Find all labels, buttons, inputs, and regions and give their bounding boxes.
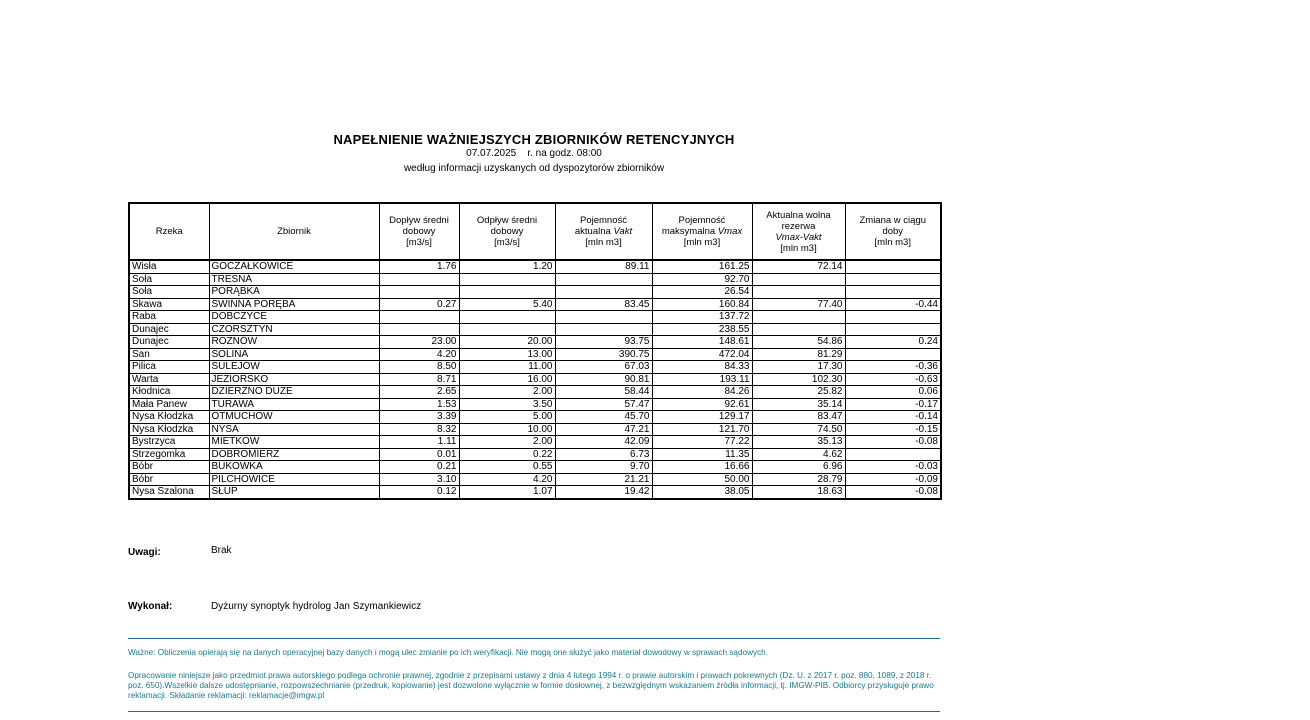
cell-vmax: 148.61 — [652, 336, 752, 349]
cell-zmiana: 0.24 — [845, 336, 941, 349]
copyright-note: Opracowanie niniejsze jako przedmiot prawa autorskiego podlega ochronie prawnej, zgodnie z przepisami ustawy z dnia 4 lutego 1994 r. o prawie autorskim i prawach pokrewnych (Dz. U. z 2017 r. poz. 880, 1089, z 2018 r. poz. 650).Wszelkie dalsze udostępnianie, rozpowszechnianie (przedruk, kopiowanie) jest dozwolone wyłącznie w formie dosłownej, z bezwzględnym wskazaniem źródła informacji, tj. IMGW-PIB. Odbiorcy przysługuje prawo reklamacji. Składanie reklamacji: reklamacje@imgw.pl — [128, 671, 934, 700]
cell-vmax: 161.25 — [652, 260, 752, 273]
cell-odplyw: 0.22 — [459, 448, 555, 461]
cell-odplyw: 2.00 — [459, 386, 555, 399]
table-row — [129, 286, 941, 299]
col-header-doplyw: Dopływ średni dobowy [m3/s] — [379, 203, 459, 260]
cell-odplyw: 20.00 — [459, 336, 555, 349]
cell-zbiornik: TRESNA — [209, 273, 379, 286]
table-row — [129, 323, 941, 336]
cell-odplyw — [459, 323, 555, 336]
cell-rezerwa: 25.82 — [752, 386, 845, 399]
cell-zmiana — [845, 311, 941, 324]
cell-rzeka: Bóbr — [129, 461, 209, 474]
cell-odplyw: 11.00 — [459, 361, 555, 374]
cell-rzeka: Dunajec — [129, 336, 209, 349]
table-row — [129, 386, 941, 399]
cell-odplyw: 16.00 — [459, 373, 555, 386]
wykonal-value: Dyżurny synoptyk hydrolog Jan Szymankiewicz — [211, 601, 422, 612]
table-row — [129, 311, 941, 324]
cell-vakt: 45.70 — [555, 411, 652, 424]
cell-doplyw: 0.27 — [379, 298, 459, 311]
cell-zmiana — [845, 348, 941, 361]
cell-vmax: 38.05 — [652, 486, 752, 499]
cell-vmax: 84.33 — [652, 361, 752, 374]
cell-zbiornik: SŁUP — [209, 486, 379, 499]
wykonal-label: Wykonał: — [128, 601, 173, 612]
cell-rezerwa: 102.30 — [752, 373, 845, 386]
cell-odplyw: 10.00 — [459, 423, 555, 436]
cell-vakt: 42.09 — [555, 436, 652, 449]
cell-zbiornik: CZORSZTYN — [209, 323, 379, 336]
cell-odplyw: 1.20 — [459, 260, 555, 273]
cell-zbiornik: ROŻNÓW — [209, 336, 379, 349]
table-body — [129, 260, 941, 499]
cell-zbiornik: ŚWINNA PORĘBA — [209, 298, 379, 311]
cell-zmiana — [845, 323, 941, 336]
cell-zbiornik: GOCZAŁKOWICE — [209, 260, 379, 273]
disclaimer-note: Ważne: Obliczenia opierają się na danych operacyjnej bazy danych i mogą ulec zmianie po ich weryfikacji. Nie mogą one służyć jako materiał dowodowy w sprawach sądowych. — [128, 648, 768, 657]
cell-rzeka: Dunajec — [129, 323, 209, 336]
col-header-vmax: Pojemność maksymalna Vmax [mln m3] — [652, 203, 752, 260]
cell-vakt: 6.73 — [555, 448, 652, 461]
cell-rezerwa: 4.62 — [752, 448, 845, 461]
cell-zmiana: 0.06 — [845, 386, 941, 399]
cell-zbiornik: SULEJÓW — [209, 361, 379, 374]
cell-vakt: 47.21 — [555, 423, 652, 436]
col-header-odplyw: Odpływ średni dobowy [m3/s] — [459, 203, 555, 260]
cell-zbiornik: DZIERŻNO DUŻE — [209, 386, 379, 399]
cell-vakt: 21.21 — [555, 473, 652, 486]
cell-doplyw: 4.20 — [379, 348, 459, 361]
cell-rezerwa: 77.40 — [752, 298, 845, 311]
cell-rzeka: Nysa Kłodzka — [129, 411, 209, 424]
cell-doplyw: 23.00 — [379, 336, 459, 349]
cell-zbiornik: DOBROMIERZ — [209, 448, 379, 461]
cell-zbiornik: NYSA — [209, 423, 379, 436]
cell-doplyw — [379, 273, 459, 286]
cell-odplyw: 3.50 — [459, 398, 555, 411]
cell-vmax: 92.70 — [652, 273, 752, 286]
table-row — [129, 423, 941, 436]
report-date: 07.07.2025 r. na godz. 08:00 — [466, 148, 602, 159]
cell-rezerwa: 35.14 — [752, 398, 845, 411]
cell-rzeka: Nysa Kłodzka — [129, 423, 209, 436]
cell-zbiornik: OTMUCHÓW — [209, 411, 379, 424]
cell-vmax: 84.26 — [652, 386, 752, 399]
cell-odplyw: 0.55 — [459, 461, 555, 474]
cell-doplyw: 1.11 — [379, 436, 459, 449]
cell-rezerwa: 18.63 — [752, 486, 845, 499]
cell-zmiana: -0.15 — [845, 423, 941, 436]
cell-vmax: 26.54 — [652, 286, 752, 299]
cell-vmax: 16.66 — [652, 461, 752, 474]
col-header-rezerwa: Aktualna wolna rezerwa Vmax-Vakt [mln m3] — [752, 203, 845, 260]
cell-zbiornik: TURAWA — [209, 398, 379, 411]
cell-rezerwa: 6.96 — [752, 461, 845, 474]
cell-zbiornik: BUKÓWKA — [209, 461, 379, 474]
cell-vakt: 390.75 — [555, 348, 652, 361]
cell-doplyw: 3.39 — [379, 411, 459, 424]
cell-doplyw — [379, 323, 459, 336]
cell-rzeka: Warta — [129, 373, 209, 386]
cell-odplyw: 5.40 — [459, 298, 555, 311]
table-row — [129, 461, 941, 474]
cell-zmiana — [845, 260, 941, 273]
col-header-vakt: Pojemność aktualna Vakt [mln m3] — [555, 203, 652, 260]
cell-doplyw: 3.10 — [379, 473, 459, 486]
cell-vmax: 129.17 — [652, 411, 752, 424]
uwagi-label: Uwagi: — [128, 547, 161, 558]
cell-vmax: 472.04 — [652, 348, 752, 361]
cell-odplyw — [459, 273, 555, 286]
cell-rezerwa: 83.47 — [752, 411, 845, 424]
cell-odplyw: 1.07 — [459, 486, 555, 499]
table-row — [129, 298, 941, 311]
cell-rzeka: Wisła — [129, 260, 209, 273]
cell-doplyw: 0.12 — [379, 486, 459, 499]
cell-rzeka: Strzegomka — [129, 448, 209, 461]
report-title: NAPEŁNIENIE WAŻNIEJSZYCH ZBIORNIKÓW RETENCYJNYCH — [333, 132, 735, 147]
table-row — [129, 486, 941, 499]
col-header-rzeka: Rzeka — [129, 203, 209, 260]
table-row — [129, 411, 941, 424]
cell-vakt: 9.70 — [555, 461, 652, 474]
cell-rezerwa: 17.30 — [752, 361, 845, 374]
cell-rezerwa: 81.29 — [752, 348, 845, 361]
cell-rezerwa: 72.14 — [752, 260, 845, 273]
cell-rezerwa — [752, 311, 845, 324]
cell-vmax: 92.61 — [652, 398, 752, 411]
table-row — [129, 398, 941, 411]
divider-bottom — [128, 711, 940, 712]
cell-vakt — [555, 286, 652, 299]
cell-doplyw — [379, 311, 459, 324]
table-row — [129, 336, 941, 349]
cell-vmax: 77.22 — [652, 436, 752, 449]
cell-odplyw: 13.00 — [459, 348, 555, 361]
cell-zmiana: -0.17 — [845, 398, 941, 411]
cell-vakt: 19.42 — [555, 486, 652, 499]
cell-zbiornik: SOLINA — [209, 348, 379, 361]
cell-vmax: 193.11 — [652, 373, 752, 386]
cell-vakt — [555, 273, 652, 286]
cell-rzeka: Raba — [129, 311, 209, 324]
cell-vmax: 121.70 — [652, 423, 752, 436]
cell-zmiana: -0.08 — [845, 486, 941, 499]
cell-zbiornik: JEZIORSKO — [209, 373, 379, 386]
cell-zmiana: -0.63 — [845, 373, 941, 386]
table-row — [129, 348, 941, 361]
cell-odplyw — [459, 311, 555, 324]
cell-vmax: 238.55 — [652, 323, 752, 336]
reservoir-table — [128, 202, 942, 500]
cell-odplyw — [459, 286, 555, 299]
uwagi-value: Brak — [211, 545, 232, 556]
table-row — [129, 373, 941, 386]
cell-zbiornik: PILCHOWICE — [209, 473, 379, 486]
cell-vakt: 67.03 — [555, 361, 652, 374]
cell-zmiana — [845, 286, 941, 299]
cell-rzeka: Bóbr — [129, 473, 209, 486]
cell-vakt — [555, 311, 652, 324]
table-row — [129, 361, 941, 374]
cell-rezerwa: 28.79 — [752, 473, 845, 486]
cell-rzeka: Skawa — [129, 298, 209, 311]
cell-vakt: 58.44 — [555, 386, 652, 399]
cell-rzeka: Soła — [129, 273, 209, 286]
cell-rezerwa: 74.50 — [752, 423, 845, 436]
cell-doplyw: 1.53 — [379, 398, 459, 411]
cell-zmiana: -0.09 — [845, 473, 941, 486]
cell-zmiana — [845, 273, 941, 286]
cell-doplyw: 0.21 — [379, 461, 459, 474]
cell-zmiana: -0.03 — [845, 461, 941, 474]
cell-doplyw: 2.65 — [379, 386, 459, 399]
cell-vakt — [555, 323, 652, 336]
col-header-zmiana: Zmiana w ciągu doby [mln m3] — [845, 203, 941, 260]
cell-zmiana: -0.44 — [845, 298, 941, 311]
table-row — [129, 273, 941, 286]
cell-odplyw: 5.00 — [459, 411, 555, 424]
cell-doplyw: 0.01 — [379, 448, 459, 461]
table-row — [129, 260, 941, 273]
report-source: według informacji uzyskanych od dyspozytorów zbiorników — [403, 163, 665, 174]
cell-zmiana: -0.14 — [845, 411, 941, 424]
cell-vakt: 57.47 — [555, 398, 652, 411]
cell-odplyw: 2.00 — [459, 436, 555, 449]
cell-rzeka: Nysa Szalona — [129, 486, 209, 499]
cell-zmiana: -0.36 — [845, 361, 941, 374]
cell-rezerwa — [752, 273, 845, 286]
report-header — [128, 132, 940, 175]
cell-doplyw: 8.32 — [379, 423, 459, 436]
table-header-row — [129, 203, 941, 260]
cell-doplyw: 8.71 — [379, 373, 459, 386]
table-row — [129, 473, 941, 486]
cell-rzeka: Bystrzyca — [129, 436, 209, 449]
cell-vmax: 50.00 — [652, 473, 752, 486]
cell-rzeka: San — [129, 348, 209, 361]
cell-vmax: 137.72 — [652, 311, 752, 324]
col-header-zbiornik: Zbiornik — [209, 203, 379, 260]
cell-zbiornik: MIETKÓW — [209, 436, 379, 449]
cell-vmax: 11.35 — [652, 448, 752, 461]
table-row — [129, 448, 941, 461]
cell-zbiornik: DOBCZYCE — [209, 311, 379, 324]
cell-rezerwa — [752, 323, 845, 336]
table-row — [129, 436, 941, 449]
cell-vmax: 160.84 — [652, 298, 752, 311]
cell-vakt: 90.81 — [555, 373, 652, 386]
cell-doplyw: 8.50 — [379, 361, 459, 374]
cell-rezerwa — [752, 286, 845, 299]
cell-rzeka: Pilica — [129, 361, 209, 374]
cell-vakt: 83.45 — [555, 298, 652, 311]
cell-doplyw — [379, 286, 459, 299]
cell-rzeka: Soła — [129, 286, 209, 299]
cell-vakt: 89.11 — [555, 260, 652, 273]
cell-vakt: 93.75 — [555, 336, 652, 349]
cell-doplyw: 1.76 — [379, 260, 459, 273]
divider-top — [128, 638, 940, 639]
cell-rezerwa: 35.13 — [752, 436, 845, 449]
cell-zmiana: -0.08 — [845, 436, 941, 449]
cell-rzeka: Mała Panew — [129, 398, 209, 411]
cell-rezerwa: 54.86 — [752, 336, 845, 349]
cell-rzeka: Kłodnica — [129, 386, 209, 399]
cell-odplyw: 4.20 — [459, 473, 555, 486]
cell-zbiornik: PORĄBKA — [209, 286, 379, 299]
cell-zmiana — [845, 448, 941, 461]
